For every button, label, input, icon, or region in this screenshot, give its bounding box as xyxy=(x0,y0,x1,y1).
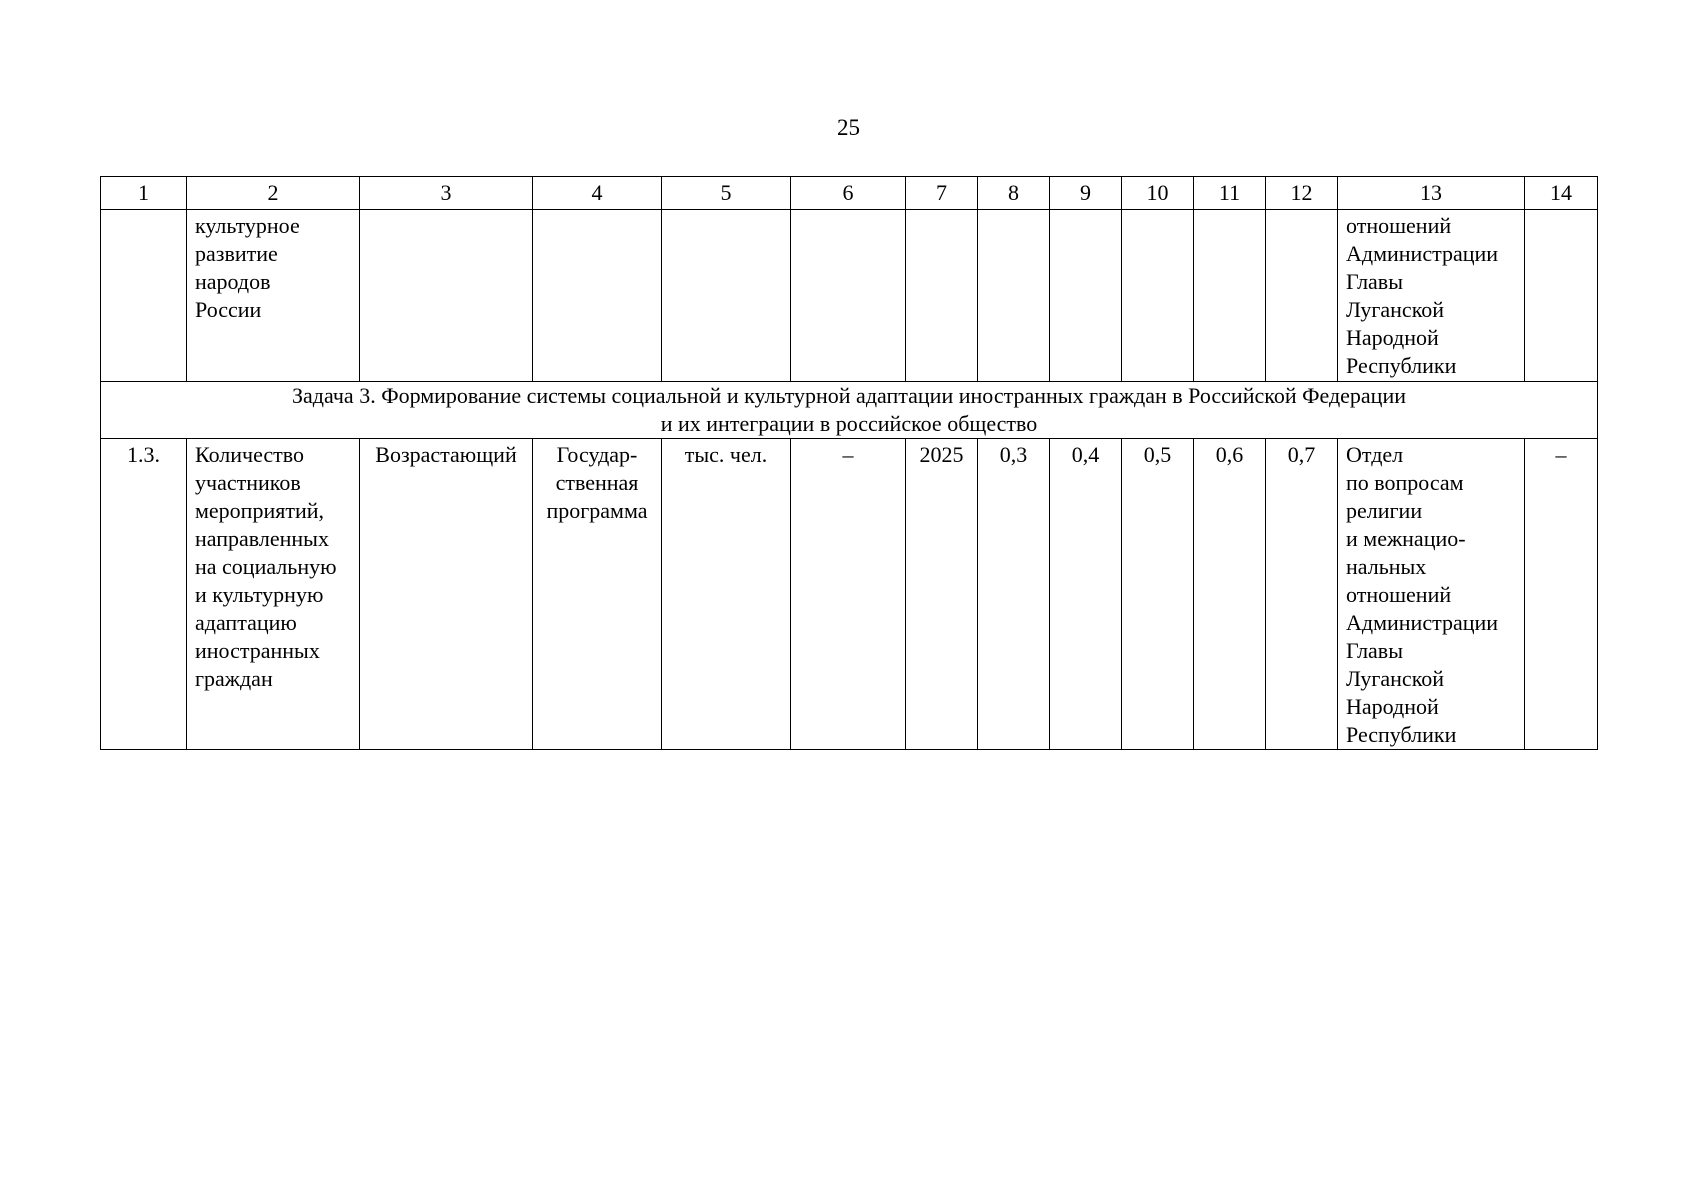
table-cell xyxy=(1050,210,1122,382)
col14-cell: – xyxy=(1525,439,1598,750)
cell-line: Количество xyxy=(195,442,305,467)
column-number: 7 xyxy=(906,177,978,210)
indicator-name-cell xyxy=(187,210,360,382)
column-number: 5 xyxy=(662,177,791,210)
cell-line: развитие xyxy=(195,241,278,266)
cell-line: Республики xyxy=(1346,722,1457,747)
cell-line: народов xyxy=(195,269,271,294)
indicators-table xyxy=(100,176,1598,750)
column-number-row xyxy=(101,177,1598,210)
base-value-cell: – xyxy=(791,439,906,750)
cell-line: Администрации xyxy=(1346,241,1499,266)
cell-line: иностранных xyxy=(195,638,320,663)
column-number: 12 xyxy=(1266,177,1338,210)
year-cell: 2025 xyxy=(906,439,978,750)
column-number: 14 xyxy=(1525,177,1598,210)
row-number: 1.3. xyxy=(101,439,187,750)
cell-line: участников xyxy=(195,470,301,495)
column-number: 11 xyxy=(1194,177,1266,210)
cell-line: Луганской xyxy=(1346,666,1445,691)
cell-line: ственная xyxy=(555,470,639,495)
column-number: 3 xyxy=(360,177,533,210)
trend-cell: Возрастающий xyxy=(360,439,533,750)
table-cell xyxy=(1266,210,1338,382)
column-number: 4 xyxy=(533,177,662,210)
cell-line: Республики xyxy=(1346,353,1457,378)
cell-line: Народной xyxy=(1346,694,1439,719)
cell-line: Государ- xyxy=(556,442,638,467)
value-cell: 0,6 xyxy=(1194,439,1266,750)
responsible-cell xyxy=(1338,210,1525,382)
continuation-row xyxy=(101,210,1598,382)
unit-cell: тыс. чел. xyxy=(662,439,791,750)
task-heading-line: и их интеграции в российское общество xyxy=(660,411,1038,436)
cell-line: религии xyxy=(1346,498,1423,523)
cell-line: культурное xyxy=(195,213,300,238)
table-cell xyxy=(1194,210,1266,382)
table-cell xyxy=(906,210,978,382)
indicator-name-cell xyxy=(187,439,360,750)
cell-line: Главы xyxy=(1346,638,1403,663)
page-number: 25 xyxy=(837,115,860,140)
cell-line: мероприятий, xyxy=(195,498,325,523)
table-cell xyxy=(101,210,187,382)
responsible-cell xyxy=(1338,439,1525,750)
cell-line: Луганской xyxy=(1346,297,1445,322)
value-cell: 0,7 xyxy=(1266,439,1338,750)
column-number: 6 xyxy=(791,177,906,210)
value-cell: 0,4 xyxy=(1050,439,1122,750)
cell-line: и культурную xyxy=(195,582,324,607)
table-row xyxy=(101,439,1598,750)
cell-line: нальных xyxy=(1346,554,1427,579)
table-cell xyxy=(662,210,791,382)
column-number: 10 xyxy=(1122,177,1194,210)
cell-line: отношений xyxy=(1346,213,1452,238)
column-number: 1 xyxy=(101,177,187,210)
table-cell xyxy=(1122,210,1194,382)
cell-line: Отдел xyxy=(1346,442,1404,467)
column-number: 2 xyxy=(187,177,360,210)
cell-line: Главы xyxy=(1346,269,1403,294)
column-number: 9 xyxy=(1050,177,1122,210)
task-heading-line: Задача 3. Формирование системы социальной и культурной адаптации иностранных граждан в Российской Федерации xyxy=(292,383,1406,408)
cell-line: граждан xyxy=(195,666,273,691)
cell-line: Администрации xyxy=(1346,610,1499,635)
value-cell: 0,5 xyxy=(1122,439,1194,750)
cell-line: направленных xyxy=(195,526,329,551)
column-number: 13 xyxy=(1338,177,1525,210)
cell-line: адаптацию xyxy=(195,610,297,635)
cell-line: Народной xyxy=(1346,325,1439,350)
cell-line: программа xyxy=(546,498,648,523)
task-heading xyxy=(101,382,1598,439)
cell-line: отношений xyxy=(1346,582,1452,607)
table-cell xyxy=(360,210,533,382)
task-heading-row xyxy=(101,382,1598,439)
cell-line: и межнацио- xyxy=(1346,526,1466,551)
cell-line: по вопросам xyxy=(1346,470,1464,495)
table-cell xyxy=(1525,210,1598,382)
cell-line: на социальную xyxy=(195,554,337,579)
cell-line: России xyxy=(195,297,262,322)
table-cell xyxy=(978,210,1050,382)
column-number: 8 xyxy=(978,177,1050,210)
source-cell xyxy=(533,439,662,750)
table-cell xyxy=(791,210,906,382)
value-cell: 0,3 xyxy=(978,439,1050,750)
table-cell xyxy=(533,210,662,382)
